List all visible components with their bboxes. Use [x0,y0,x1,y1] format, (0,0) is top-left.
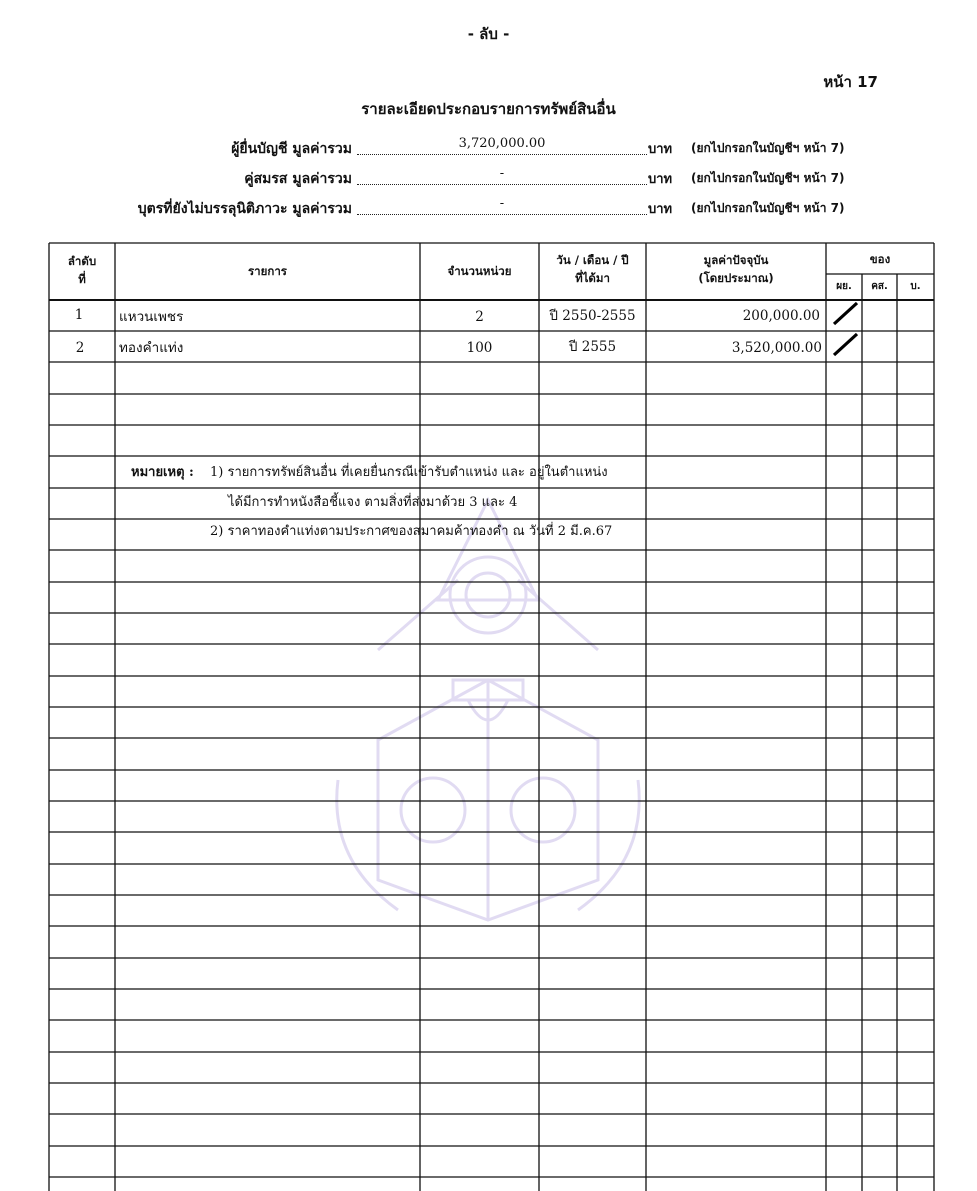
confidential-mark: - ลับ - [467,25,510,43]
summary-value: - [357,166,647,185]
summary-label: ผู้ยื่นบัญชี มูลค่ารวม [231,141,352,157]
summary-unit: บาท [648,142,673,157]
row1-qty: 2 [475,309,484,325]
remark-line2: ได้มีการทำหนังสือชี้แจง ตามสิ่งที่ส่งมาด้วย 3 และ 4 [228,495,518,510]
row1-item: แหวนเพชร [119,309,184,325]
header-seq-line1: ลำดับ [67,254,97,268]
row1-seq: 1 [74,307,84,323]
header-qty: จำนวนหน่วย [447,264,512,278]
header-value-line2: (โดยประมาณ) [698,271,774,285]
row1-date: ปี 2550-2555 [549,308,636,324]
row1-value: 200,000.00 [742,308,820,324]
page-title: รายละเอียดประกอบรายการทรัพย์สินอื่น [361,100,616,118]
remark-line3: 2) ราคาทองคำแท่งตามประกาศของสมาคมค้าทองคำ ณ วันที่ 2 มี.ค.67 [210,524,613,539]
header-seq-line2: ที่ [78,272,86,286]
remark-label: หมายเหตุ : [131,465,194,480]
header-owner-self: ผย. [836,281,852,292]
owner-check-mark-row1 [834,303,857,324]
row2-qty: 100 [466,340,493,356]
summary-unit: บาท [648,172,673,187]
header-date-line2: ที่ได้มา [575,271,610,285]
header-date-line1: วัน / เดือน / ปี [556,253,629,267]
summary-note: (ยกไปกรอกในบัญชีฯ หน้า 7) [691,141,845,155]
summary-value: 3,720,000.00 [357,136,647,155]
row2-item: ทองคำแท่ง [119,340,184,356]
summary-note: (ยกไปกรอกในบัญชีฯ หน้า 7) [691,201,845,215]
remark-line1: 1) รายการทรัพย์สินอื่น ที่เคยยื่นกรณีเข้ารับตำแหน่ง และ อยู่ในตำแหน่ง [210,465,608,480]
header-seq [49,252,115,288]
owner-check-mark-row2 [834,334,857,355]
summary-note: (ยกไปกรอกในบัญชีฯ หน้า 7) [691,171,845,185]
summary-unit: บาท [648,202,673,217]
header-item: รายการ [248,264,287,278]
header-owner: ของ [869,252,891,266]
summary-label: บุตรที่ยังไม่บรรลุนิติภาวะ มูลค่ารวม [137,201,352,217]
header-value-line1: มูลค่าปัจจุบัน [703,253,769,267]
summary-label: คู่สมรส มูลค่ารวม [244,171,352,187]
summary-value: - [357,196,647,215]
header-date [539,251,646,287]
header-owner-child: บ. [910,281,921,292]
header-owner-spouse: คส. [871,281,888,292]
row2-seq: 2 [75,340,85,356]
page-number: หน้า 17 [823,73,878,91]
row2-value: 3,520,000.00 [731,340,822,356]
header-value [646,251,826,287]
row2-date: ปี 2555 [568,339,617,355]
